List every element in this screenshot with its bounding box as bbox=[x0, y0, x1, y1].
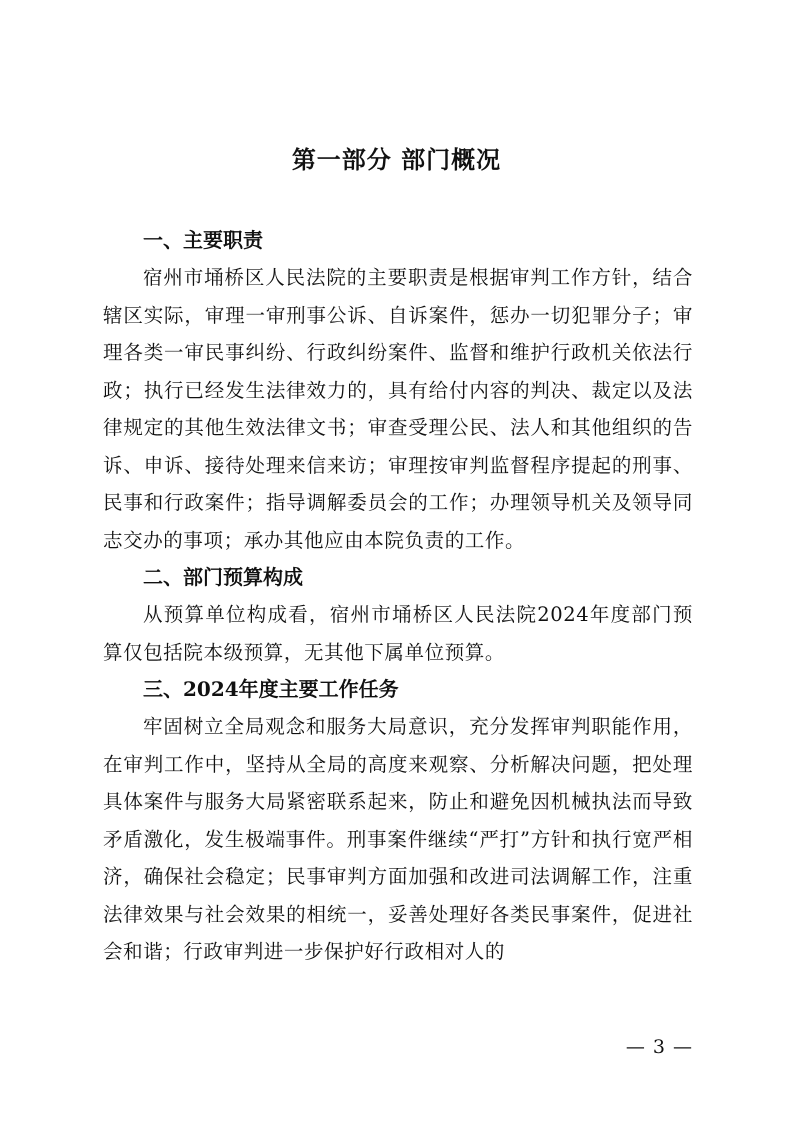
section-body-duties: 宿州市埇桥区人民法院的主要职责是根据审判工作方针，结合辖区实际，审理一审刑事公诉、自诉案件，惩办一切犯罪分子；审理各类一审民事纠纷、行政纠纷案件、监督和维护行政机关依法行政；执行已经发生法律效力的，具有给付内容的判决、裁定以及法律规定的其他生效法律文书；审查受理公民、法人和其他组织的告诉、申诉、接待处理来信来访；审理按审判监督程序提起的刑事、民事和行政案件；指导调解委员会的工作；办理领导机关及领导同志交办的事项；承办其他应由本院负责的工作。 bbox=[103, 266, 693, 552]
section-heading-tasks: 三、2024年度主要工作任务 bbox=[143, 677, 399, 701]
page-title: 第一部分 部门概况 bbox=[291, 145, 502, 174]
section-heading-duties: 一、主要职责 bbox=[143, 228, 263, 252]
section-heading-budget: 二、部门预算构成 bbox=[143, 565, 303, 589]
document-body bbox=[103, 222, 693, 971]
section-body-tasks: 牢固树立全局观念和服务大局意识，充分发挥审判职能作用，在审判工作中，坚持从全局的高度来观察、分析解决问题，把处理具体案件与服务大局紧密联系起来，防止和避免因机械执法而导致矛盾激化，发生极端事件。刑事案件继续“严打”方针和执行宽严相济，确保社会稳定；民事审判方面加强和改进司法调解工作，注重法律效果与社会效果的相统一，妥善处理好各类民事案件，促进社会和谐；行政审判进一步保护好行政相对人的 bbox=[103, 715, 693, 963]
section-body-budget: 从预算单位构成看，宿州市埇桥区人民法院2024年度部门预算仅包括院本级预算，无其他下属单位预算。 bbox=[103, 603, 693, 664]
page-number: — 3 — bbox=[625, 1036, 693, 1058]
